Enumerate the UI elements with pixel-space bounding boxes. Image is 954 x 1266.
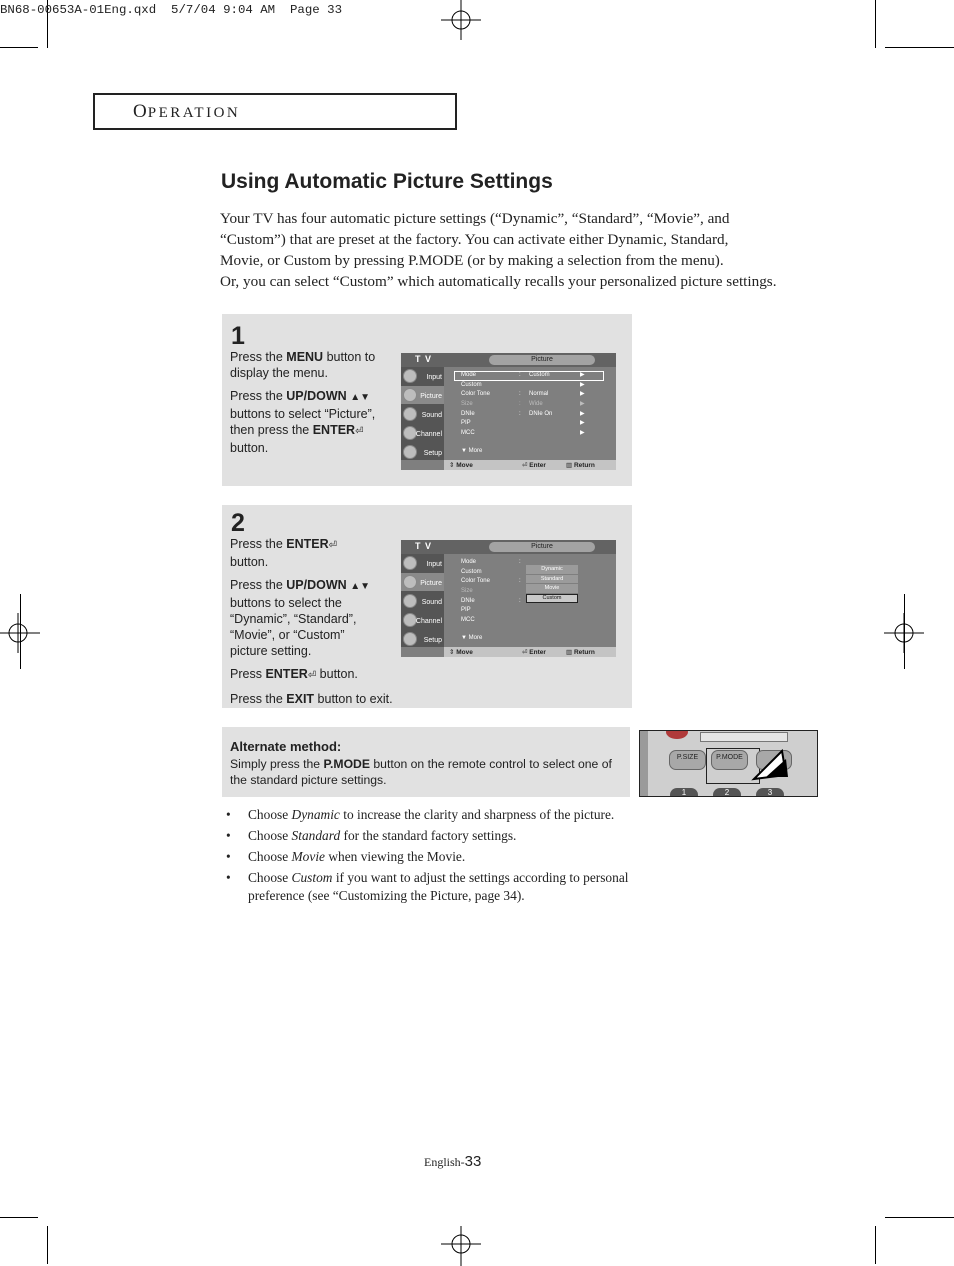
bullet-icon: • [226,828,231,843]
row-key: Color Tone [461,578,490,585]
intro-line: Or, you can select “Custom” which automatically recalls your personalized picture settings. [220,273,777,290]
tv-menu-row [454,400,604,410]
setup-icon [403,632,417,646]
page-number: 33 [464,1153,482,1170]
alternate-text [230,756,620,788]
return-hint: ▥ Return [566,649,595,656]
row-value: Wide [529,401,543,408]
arrow-right-icon: ▶ [580,430,585,437]
return-hint: ▥ Return [566,462,595,469]
tv-more [461,635,482,641]
step-2-instructions [230,536,405,714]
page-title: Using Automatic Picture Settings [221,170,553,193]
text: to increase the clarity and sharpness of the picture. [339,807,615,822]
setup-icon [403,445,417,459]
text: button on the remote control to select one of the standard picture settings. [230,757,612,787]
mode-name: Movie [291,849,325,864]
step-number: 1 [231,322,245,350]
row-key: MCC [461,430,475,437]
row-colon: : [519,578,521,585]
enter-key: ENTER [286,537,329,551]
remote-illustration [639,730,818,797]
exit-key: EXIT [286,692,315,706]
row-colon: : [519,391,521,398]
crop-mark [904,594,905,669]
page-footer [424,1153,481,1170]
text: Press the [230,692,287,706]
tv-menu-row [454,371,604,381]
step-1-panel [222,314,632,486]
row-key: MCC [461,617,475,624]
label: Sound [421,599,442,606]
mode-name: Dynamic [291,807,340,822]
pmode-button [711,750,748,770]
intro-line: Your TV has four automatic picture settings (“Dynamic”, “Standard”, “Movie”, and [220,210,730,227]
updown-key: UP/DOWN [286,389,347,403]
tv-menu-title: Picture [489,542,595,552]
pointer-arrow-icon [748,745,790,783]
arrow-down-icon: ▼ [461,635,467,641]
list-item [226,827,686,845]
bullet-icon: • [226,849,231,864]
crop-mark [0,1217,38,1218]
tv-menu-row [454,381,604,391]
tv-sidebar-setup [401,443,444,461]
crop-mark [47,1226,48,1264]
bullet-list [226,806,686,908]
tv-top-bar [401,540,616,554]
sound-icon [403,407,417,421]
tv-menu-row [454,410,604,420]
bullet-icon: • [226,807,231,822]
tv-screen [401,353,616,470]
tv-sidebar-sound [401,592,444,610]
row-colon: : [519,559,521,565]
row-colon: : [519,372,521,378]
enter-key: ENTER [312,423,356,437]
more-label: More [468,635,483,641]
row-key: DNIe [461,597,475,604]
arrow-right-icon: ▶ [580,372,585,378]
mode-name: Standard [291,828,341,843]
arrow-right-icon: ▶ [580,381,585,388]
text: Press the [230,537,287,551]
pmode-label: P.MODE [716,754,743,761]
tv-menu-row [454,419,604,429]
updown-arrows-icon: ▲▼ [350,392,370,403]
arrow-right-icon: ▶ [580,401,585,408]
option-dynamic: Dynamic [526,565,578,575]
option-custom: Custom [526,594,578,604]
label: Channel [415,431,442,438]
bullet-icon: • [226,870,231,885]
tv-menu-title: Picture [489,355,595,365]
list-item [226,869,686,905]
text: for the standard factory settings. [340,828,517,843]
crop-mark [885,1217,954,1218]
tv-top-bar [401,353,616,367]
psize-button [669,750,706,770]
label: Setup [423,450,442,457]
remote-edge [640,731,648,797]
row-key: Mode [461,372,477,378]
updown-arrows-icon: ▲▼ [350,581,370,592]
enter-hint: ⏎ Enter [522,462,546,469]
crop-mark [20,594,21,669]
tv-sidebar-picture [401,573,444,591]
mode-options-list [526,565,578,603]
input-icon [403,556,417,570]
tv-menu-row [454,429,604,439]
text: buttons to select “Picture”, then press the [230,407,376,437]
crop-mark [875,0,876,48]
tv-sidebar-setup [401,630,444,648]
row-key: DNIe [461,410,475,417]
section-rest: PERATION [147,105,241,121]
label: Input [426,374,442,381]
row-colon: : [519,410,521,417]
enter-label: Enter [529,462,546,469]
move-label: Move [456,649,473,656]
text: Press [230,667,266,681]
step-1-instructions [230,349,390,463]
tv-sidebar-channel [401,611,444,629]
tv-brand: T V [415,541,433,551]
tv-menu-row [454,606,604,616]
intro-line: “Custom”) that are preset at the factory. You can activate either Dynamic, Standard, [220,231,729,248]
tv-brand: T V [415,354,433,364]
row-key: Size [461,401,473,408]
tv-bottom-bar [444,647,616,657]
step-2-panel [222,505,632,708]
picture-icon [403,388,417,402]
text: if you want to adjust the settings according to personal preference (see “Customizing the Picture, page 34). [248,870,629,903]
row-key: Custom [461,568,482,575]
arrow-right-icon: ▶ [580,420,585,427]
registration-mark [441,0,481,40]
row-key: Custom [461,381,482,388]
text: Simply press the [230,757,324,771]
label: Picture [420,393,442,400]
registration-mark [441,1226,481,1266]
power-button-icon [666,730,688,739]
enter-key: ENTER [265,667,308,681]
label: Sound [421,412,442,419]
row-colon: : [519,597,521,604]
tv-sidebar [401,367,444,460]
footer-label: English- [424,1155,465,1169]
crop-mark [875,1226,876,1264]
sound-icon [403,594,417,608]
intro-paragraph [220,208,830,292]
text: when viewing the Movie. [325,849,466,864]
label: Picture [420,580,442,587]
tv-sidebar [401,554,444,647]
crop-mark [0,47,38,48]
text: button to exit. [314,692,393,706]
move-hint: ⇕ Move [449,462,473,469]
text: Press the [230,389,287,403]
move-hint: ⇕ Move [449,649,473,656]
text: Choose [248,828,292,843]
tv-screen [401,540,616,657]
key-label: 2 [724,788,730,797]
text: Press the [230,578,287,592]
enter-icon: ⏎ [328,540,338,551]
mode-name: Custom [291,870,333,885]
text: Press the [230,350,287,364]
arrow-right-icon: ▶ [580,391,585,398]
enter-hint: ⏎ Enter [522,649,546,656]
label: Input [426,561,442,568]
remote-strip [700,732,788,742]
enter-icon: ⏎ [307,670,317,681]
text: Choose [248,849,292,864]
section-cap: O [133,101,148,122]
row-key: Mode [461,559,477,565]
step-number: 2 [231,509,245,537]
tv-sidebar-sound [401,405,444,423]
row-key: PIP [461,607,471,614]
list-item [226,806,686,824]
tv-sidebar-channel [401,424,444,442]
text: buttons to select the “Dynamic”, “Standard”, “Movie”, or “Custom” picture setting. [230,596,357,658]
input-icon [403,369,417,383]
row-colon: : [519,401,521,408]
text: button. [230,555,269,569]
key-label: 3 [767,788,773,797]
tv-bottom-bar [444,460,616,470]
updown-key: UP/DOWN [286,578,347,592]
move-label: Move [456,462,473,469]
arrow-down-icon: ▼ [461,448,467,454]
row-value: Custom [529,372,550,378]
text: Choose [248,807,292,822]
text: button. [316,667,358,681]
text: Choose [248,870,292,885]
intro-line: Movie, or Custom by pressing P.MODE (or by making a selection from the menu). [220,252,724,269]
list-item [226,848,686,866]
picture-icon [403,575,417,589]
row-key: PIP [461,420,471,427]
row-key: Size [461,588,473,595]
enter-label: Enter [529,649,546,656]
return-label: Return [573,462,595,469]
crop-mark [885,47,954,48]
return-label: Return [573,649,595,656]
option-movie: Movie [526,584,578,594]
more-label: More [468,448,483,454]
section-header [133,101,240,123]
arrow-right-icon: ▶ [580,410,585,417]
tv-more [461,448,482,454]
number-key [670,788,698,797]
row-value: DNIe On [529,410,553,417]
tv-sidebar-input [401,367,444,385]
menu-key: MENU [286,350,324,364]
row-value: Normal [529,391,549,398]
alternate-heading: Alternate method: [230,739,342,754]
label: Channel [415,618,442,625]
tv-sidebar-picture [401,386,444,404]
channel-icon [403,426,417,440]
tv-menu-row [454,390,604,400]
text: button to display the menu. [230,350,376,380]
file-slug: BN68-00653A-01Eng.qxd 5/7/04 9:04 AM Page 33 [0,3,343,17]
key-label: 1 [681,788,687,797]
label: Setup [423,637,442,644]
tv-sidebar-input [401,554,444,572]
pmode-key: P.MODE [323,757,370,771]
tv-menu-row [454,616,604,626]
enter-icon: ⏎ [355,426,364,437]
tv-picture-menu [454,371,604,439]
number-key [713,788,741,797]
channel-icon [403,613,417,627]
psize-label: P.SIZE [676,754,699,761]
alternate-method-box [222,727,630,797]
text: button. [230,441,269,455]
number-key [756,788,784,797]
option-standard: Standard [526,575,578,585]
row-key: Color Tone [461,391,490,398]
